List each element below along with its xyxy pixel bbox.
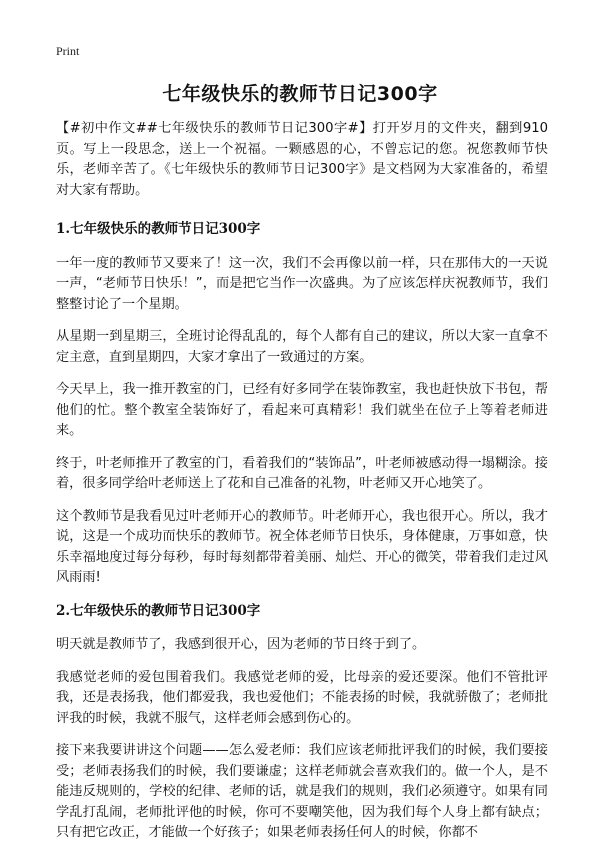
page-title: 七年级快乐的教师节日记300字 xyxy=(162,83,438,105)
print-link[interactable]: Print xyxy=(56,44,80,58)
paragraph: 终于，叶老师推开了教室的门，看着我们的“装饰品”，叶老师被感动得一塌糊涂。接着，很多同学给叶老师送上了花和自己准备的礼物，叶老师又开心地笑了。 xyxy=(56,455,548,491)
paragraph: 我感觉老师的爱包围着我们。我感觉老师的爱，比母亲的爱还要深。他们不管批评我，还是表扬我，他们都爱我，我也爱他们；不能表扬的时候，我就骄傲了；老师批评我的时候，我就不服气，这样老师会感到伤心的。 xyxy=(56,669,548,726)
paragraph: 今天早上，我一推开教室的门，已经有好多同学在装饰教室，我也赶快放下书包，帮他们的忙。整个教室全装饰好了，看起来可真精彩！我们就坐在位子上等着老师进来。 xyxy=(56,382,548,438)
article-body xyxy=(56,119,548,856)
section-heading: 2.七年级快乐的教师节日记300字 xyxy=(56,602,261,619)
paragraph: 一年一度的教师节又要来了！这一次，我们不会再像以前一样，只在那伟大的一天说一声，“老师节日快乐！”，而是把它当作一次盛典。为了应该怎样庆祝教师节，我们整整讨论了一个星期。 xyxy=(56,255,548,312)
paragraph: 这个教师节是我看见过叶老师开心的教师节。叶老师开心，我也很开心。所以，我才说，这是一个成功而快乐的教师节。祝全体老师节日快乐，身体健康，万事如意，快乐幸福地度过每分每秒，每时每刻都带着美丽、灿烂、开心的微笑，带着我们走过风风雨雨! xyxy=(56,508,548,585)
paragraph: 从星期一到星期三，全班讨论得乱乱的，每个人都有自己的建议，所以大家一直拿不定主意，直到星期四，大家才拿出了一致通过的方案。 xyxy=(56,329,548,365)
paragraph: 接下来我要讲讲这个问题——怎么爱老师：我们应该老师批评我们的时候，我们要接受；老师表扬我们的时候，我们要谦虚；这样老师就会喜欢我们的。做一个人，是不能违反规则的，学校的纪律、老师的话，就是我们的规则，我们必须遵守。如果有同学乱打乱闹，老师批评他的时候，你可不要嘲笑他，因为我们每个人身上都有缺点；只有把它改正，才能做一个好孩子；如果老师表扬任何人的时候，你都不 xyxy=(56,743,548,840)
intro-paragraph: 【#初中作文##七年级快乐的教师节日记300字#】打开岁月的文件夹，翻到910页。写上一段思念，送上一个祝福。一颗感恩的心，不曾忘记的您。祝您教师节快乐，老师辛苦了。《七年级快乐的教师节日记300字》是文档网为大家准备的，希望对大家有帮助。 xyxy=(56,121,548,198)
paragraph: 明天就是教师节了，我感到很开心，因为老师的节日终于到了。 xyxy=(56,637,426,652)
section-heading: 1.七年级快乐的教师节日记300字 xyxy=(56,221,261,237)
